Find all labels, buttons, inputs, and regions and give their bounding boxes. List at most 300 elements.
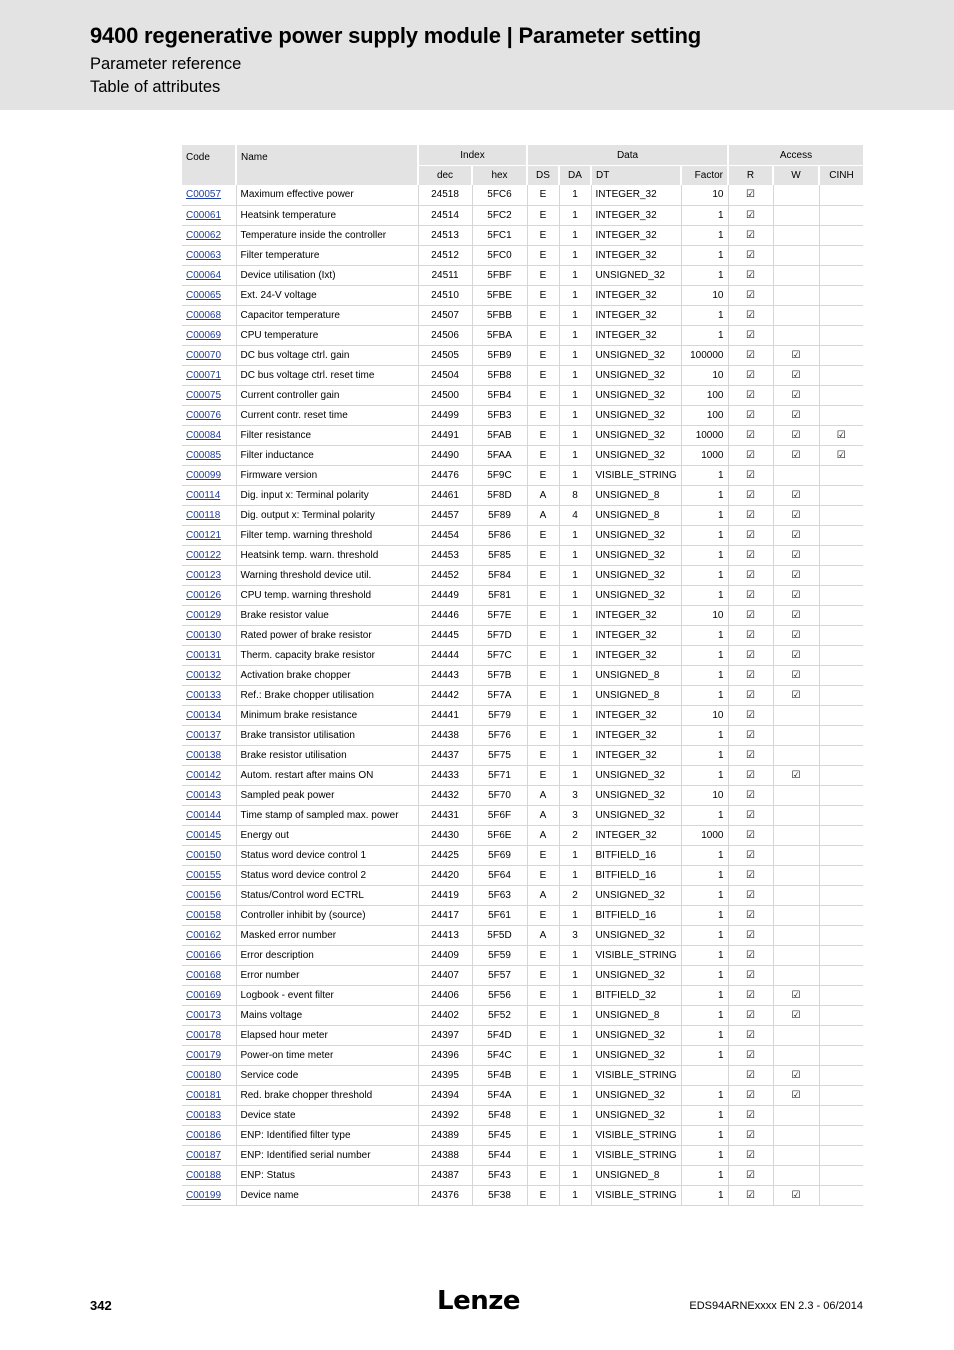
checkbox-icon: ☑ [791, 609, 801, 621]
code-link[interactable]: C00070 [186, 349, 222, 361]
code-link[interactable]: C00179 [186, 1049, 222, 1061]
dt-cell: UNSIGNED_32 [591, 425, 681, 445]
code-link[interactable]: C00076 [186, 409, 222, 421]
access-w-cell [773, 825, 819, 845]
access-r-cell [728, 945, 773, 965]
code-link[interactable]: C00144 [186, 809, 222, 821]
dt-cell: UNSIGNED_32 [591, 585, 681, 605]
ds-cell: E [527, 225, 559, 245]
dt-cell: UNSIGNED_32 [591, 385, 681, 405]
code-link[interactable]: C00181 [186, 1089, 222, 1101]
factor-cell: 1 [681, 465, 728, 485]
table-row [182, 425, 863, 445]
code-link[interactable]: C00130 [186, 629, 222, 641]
dec-cell: 24444 [418, 645, 472, 665]
header-code: Code [182, 145, 236, 185]
hex-cell: 5F61 [472, 905, 527, 925]
code-link[interactable]: C00168 [186, 969, 222, 981]
code-cell [182, 965, 236, 985]
checkbox-icon: ☑ [746, 1169, 755, 1181]
checkbox-icon: ☑ [791, 529, 801, 541]
access-cinh-cell [819, 425, 863, 445]
hex-cell: 5FB9 [472, 345, 527, 365]
factor-cell: 10000 [681, 425, 728, 445]
ds-cell: E [527, 1125, 559, 1145]
hex-cell: 5F5D [472, 925, 527, 945]
ds-cell: E [527, 1085, 559, 1105]
dec-cell: 24394 [418, 1085, 472, 1105]
factor-cell [681, 1065, 728, 1085]
code-link[interactable]: C00150 [186, 849, 222, 861]
code-link[interactable]: C00061 [186, 209, 222, 221]
access-w-cell [773, 225, 819, 245]
factor-cell: 100 [681, 385, 728, 405]
access-r-cell [728, 885, 773, 905]
code-link[interactable]: C00199 [186, 1189, 222, 1201]
table-row [182, 865, 863, 885]
access-w-cell [773, 745, 819, 765]
code-link[interactable]: C00123 [186, 569, 222, 581]
code-link[interactable]: C00069 [186, 329, 222, 341]
table-row [182, 405, 863, 425]
ds-cell: E [527, 385, 559, 405]
access-r-cell [728, 685, 773, 705]
da-cell: 1 [559, 245, 591, 265]
da-cell: 1 [559, 865, 591, 885]
access-cinh-cell [819, 665, 863, 685]
dt-cell: INTEGER_32 [591, 205, 681, 225]
table-row [182, 1025, 863, 1045]
header-w: W [773, 166, 819, 186]
code-link[interactable]: C00156 [186, 889, 222, 901]
subsection-title: Table of attributes [90, 78, 221, 96]
dec-cell: 24512 [418, 245, 472, 265]
code-link[interactable]: C00085 [186, 449, 222, 461]
code-cell [182, 225, 236, 245]
hex-cell: 5F44 [472, 1145, 527, 1165]
code-link[interactable]: C00178 [186, 1029, 222, 1041]
code-link[interactable]: C00143 [186, 789, 222, 801]
access-r-cell [728, 405, 773, 425]
table-row [182, 305, 863, 325]
ds-cell: A [527, 485, 559, 505]
factor-cell: 1 [681, 865, 728, 885]
checkbox-icon: ☑ [791, 369, 801, 381]
access-r-cell [728, 1185, 773, 1205]
dec-cell: 24419 [418, 885, 472, 905]
da-cell: 1 [559, 545, 591, 565]
factor-cell: 1 [681, 745, 728, 765]
factor-cell: 1 [681, 485, 728, 505]
dt-cell: BITFIELD_16 [591, 845, 681, 865]
access-r-cell [728, 225, 773, 245]
dec-cell: 24389 [418, 1125, 472, 1145]
dec-cell: 24453 [418, 545, 472, 565]
checkbox-icon: ☑ [746, 329, 755, 341]
ds-cell: A [527, 825, 559, 845]
code-link[interactable]: C00099 [186, 469, 222, 481]
factor-cell: 1 [681, 925, 728, 945]
code-cell [182, 925, 236, 945]
ds-cell: E [527, 765, 559, 785]
code-link[interactable]: C00063 [186, 249, 222, 261]
access-cinh-cell [819, 245, 863, 265]
dec-cell: 24518 [418, 185, 472, 205]
code-link[interactable]: C00142 [186, 769, 222, 781]
factor-cell: 1 [681, 1125, 728, 1145]
table-row [182, 725, 863, 745]
code-cell [182, 945, 236, 965]
checkbox-icon: ☑ [791, 509, 801, 521]
dt-cell: UNSIGNED_32 [591, 1045, 681, 1065]
da-cell: 1 [559, 1085, 591, 1105]
code-link[interactable]: C00138 [186, 749, 222, 761]
dt-cell: UNSIGNED_32 [591, 565, 681, 585]
dt-cell: INTEGER_32 [591, 305, 681, 325]
checkbox-icon: ☑ [746, 689, 755, 701]
section-title: Parameter reference [90, 55, 242, 73]
checkbox-icon: ☑ [746, 1109, 755, 1121]
ds-cell: E [527, 545, 559, 565]
access-w-cell [773, 765, 819, 785]
code-link[interactable]: C00075 [186, 389, 222, 401]
ds-cell: E [527, 265, 559, 285]
code-link[interactable]: C00166 [186, 949, 222, 961]
checkbox-icon: ☑ [746, 349, 755, 361]
ds-cell: E [527, 965, 559, 985]
ds-cell: E [527, 985, 559, 1005]
page-title: 9400 regenerative power supply module | Parameter setting [90, 23, 701, 48]
factor-cell: 1 [681, 1005, 728, 1025]
hex-cell: 5FBB [472, 305, 527, 325]
access-cinh-cell [819, 1085, 863, 1105]
code-link[interactable]: C00183 [186, 1109, 222, 1121]
access-r-cell [728, 185, 773, 205]
table-row [182, 585, 863, 605]
access-cinh-cell [819, 445, 863, 465]
checkbox-icon: ☑ [746, 929, 755, 941]
name-cell: ENP: Identified serial number [236, 1145, 418, 1165]
code-link[interactable]: C00122 [186, 549, 222, 561]
code-link[interactable]: C00188 [186, 1169, 222, 1181]
name-cell: CPU temp. warning threshold [236, 585, 418, 605]
name-cell: CPU temperature [236, 325, 418, 345]
factor-cell: 10 [681, 605, 728, 625]
access-r-cell [728, 1145, 773, 1165]
ds-cell: A [527, 885, 559, 905]
factor-cell: 1 [681, 1085, 728, 1105]
access-w-cell [773, 265, 819, 285]
code-link[interactable]: C00071 [186, 369, 222, 381]
dec-cell: 24438 [418, 725, 472, 745]
ds-cell: E [527, 625, 559, 645]
checkbox-icon: ☑ [746, 469, 755, 481]
access-w-cell [773, 665, 819, 685]
access-cinh-cell [819, 545, 863, 565]
dt-cell: UNSIGNED_32 [591, 545, 681, 565]
da-cell: 1 [559, 525, 591, 545]
dt-cell: VISIBLE_STRING [591, 1185, 681, 1205]
name-cell: Energy out [236, 825, 418, 845]
checkbox-icon: ☑ [791, 629, 801, 641]
code-link[interactable]: C00134 [186, 709, 222, 721]
code-link[interactable]: C00126 [186, 589, 222, 601]
dec-cell: 24430 [418, 825, 472, 845]
code-cell [182, 465, 236, 485]
ds-cell: E [527, 245, 559, 265]
code-cell [182, 865, 236, 885]
access-cinh-cell [819, 685, 863, 705]
access-r-cell [728, 605, 773, 625]
dec-cell: 24397 [418, 1025, 472, 1045]
dt-cell: INTEGER_32 [591, 605, 681, 625]
code-link[interactable]: C00187 [186, 1149, 222, 1161]
name-cell: Temperature inside the controller [236, 225, 418, 245]
ds-cell: E [527, 425, 559, 445]
hex-cell: 5F76 [472, 725, 527, 745]
access-cinh-cell [819, 185, 863, 205]
dt-cell: INTEGER_32 [591, 245, 681, 265]
header-data: Data [527, 145, 728, 166]
header-da: DA [559, 166, 591, 186]
code-cell [182, 1145, 236, 1165]
access-w-cell [773, 1085, 819, 1105]
table-row [182, 1065, 863, 1085]
access-w-cell [773, 1165, 819, 1185]
dec-cell: 24420 [418, 865, 472, 885]
code-cell [182, 585, 236, 605]
name-cell: Minimum brake resistance [236, 705, 418, 725]
access-cinh-cell [819, 525, 863, 545]
name-cell: Current controller gain [236, 385, 418, 405]
code-link[interactable]: C00173 [186, 1009, 222, 1021]
code-link[interactable]: C00169 [186, 989, 222, 1001]
code-link[interactable]: C00132 [186, 669, 222, 681]
ds-cell: E [527, 945, 559, 965]
checkbox-icon: ☑ [746, 1089, 755, 1101]
checkbox-icon: ☑ [791, 1189, 801, 1201]
code-link[interactable]: C00137 [186, 729, 222, 741]
code-link[interactable]: C00133 [186, 689, 222, 701]
checkbox-icon: ☑ [791, 349, 801, 361]
checkbox-icon: ☑ [746, 1009, 755, 1021]
dec-cell: 24491 [418, 425, 472, 445]
code-link[interactable]: C00064 [186, 269, 222, 281]
name-cell: Service code [236, 1065, 418, 1085]
access-w-cell [773, 1025, 819, 1045]
access-cinh-cell [819, 565, 863, 585]
code-link[interactable]: C00131 [186, 649, 222, 661]
hex-cell: 5FBF [472, 265, 527, 285]
access-cinh-cell [819, 905, 863, 925]
access-r-cell [728, 465, 773, 485]
name-cell: Controller inhibit by (source) [236, 905, 418, 925]
ds-cell: E [527, 605, 559, 625]
ds-cell: E [527, 725, 559, 745]
name-cell: Device name [236, 1185, 418, 1205]
dt-cell: UNSIGNED_32 [591, 1025, 681, 1045]
code-cell [182, 685, 236, 705]
code-link[interactable]: C00121 [186, 529, 222, 541]
hex-cell: 5FBE [472, 285, 527, 305]
code-link[interactable]: C00186 [186, 1129, 222, 1141]
access-cinh-cell [819, 1125, 863, 1145]
code-cell [182, 1005, 236, 1025]
da-cell: 1 [559, 1125, 591, 1145]
access-r-cell [728, 785, 773, 805]
access-r-cell [728, 205, 773, 225]
access-cinh-cell [819, 925, 863, 945]
hex-cell: 5F48 [472, 1105, 527, 1125]
name-cell: Status word device control 2 [236, 865, 418, 885]
access-r-cell [728, 985, 773, 1005]
access-cinh-cell [819, 625, 863, 645]
header-ds: DS [527, 166, 559, 186]
checkbox-icon: ☑ [836, 449, 846, 461]
page-header [0, 0, 954, 110]
checkbox-icon: ☑ [746, 289, 755, 301]
factor-cell: 1 [681, 945, 728, 965]
checkbox-icon: ☑ [746, 1149, 755, 1161]
ds-cell: E [527, 1165, 559, 1185]
hex-cell: 5F45 [472, 1125, 527, 1145]
dec-cell: 24499 [418, 405, 472, 425]
hex-cell: 5F6E [472, 825, 527, 845]
name-cell: Filter temp. warning threshold [236, 525, 418, 545]
dec-cell: 24445 [418, 625, 472, 645]
name-cell: Brake resistor utilisation [236, 745, 418, 765]
checkbox-icon: ☑ [746, 709, 755, 721]
checkbox-icon: ☑ [836, 429, 846, 441]
name-cell: Heatsink temperature [236, 205, 418, 225]
dec-cell: 24395 [418, 1065, 472, 1085]
code-cell [182, 1185, 236, 1205]
access-w-cell [773, 1065, 819, 1085]
dec-cell: 24513 [418, 225, 472, 245]
access-cinh-cell [819, 345, 863, 365]
access-r-cell [728, 1105, 773, 1125]
dt-cell: UNSIGNED_32 [591, 1085, 681, 1105]
code-link[interactable]: C00162 [186, 929, 222, 941]
name-cell: Maximum effective power [236, 185, 418, 205]
table-row [182, 525, 863, 545]
factor-cell: 1 [681, 845, 728, 865]
table-row [182, 245, 863, 265]
access-cinh-cell [819, 1145, 863, 1165]
name-cell: Error description [236, 945, 418, 965]
checkbox-icon: ☑ [791, 569, 801, 581]
factor-cell: 10 [681, 785, 728, 805]
name-cell: Heatsink temp. warn. threshold [236, 545, 418, 565]
code-link[interactable]: C00155 [186, 869, 222, 881]
ds-cell: E [527, 705, 559, 725]
name-cell: Rated power of brake resistor [236, 625, 418, 645]
checkbox-icon: ☑ [746, 1049, 755, 1061]
hex-cell: 5F69 [472, 845, 527, 865]
ds-cell: E [527, 585, 559, 605]
factor-cell: 1 [681, 1145, 728, 1165]
table-row [182, 485, 863, 505]
code-link[interactable]: C00114 [186, 489, 221, 501]
name-cell: Masked error number [236, 925, 418, 945]
code-link[interactable]: C00180 [186, 1069, 222, 1081]
code-link[interactable]: C00057 [186, 189, 222, 201]
table-row [182, 605, 863, 625]
dec-cell: 24425 [418, 845, 472, 865]
checkbox-icon: ☑ [746, 309, 755, 321]
hex-cell: 5F7B [472, 665, 527, 685]
dec-cell: 24387 [418, 1165, 472, 1185]
code-cell [182, 1165, 236, 1185]
checkbox-icon: ☑ [791, 989, 801, 1001]
da-cell: 1 [559, 1005, 591, 1025]
name-cell: Therm. capacity brake resistor [236, 645, 418, 665]
checkbox-icon: ☑ [746, 249, 755, 261]
access-w-cell [773, 545, 819, 565]
access-w-cell [773, 885, 819, 905]
header-factor: Factor [681, 166, 728, 186]
code-link[interactable]: C00118 [186, 509, 221, 521]
code-link[interactable]: C00145 [186, 829, 222, 841]
table-row [182, 645, 863, 665]
access-r-cell [728, 265, 773, 285]
code-link[interactable]: C00129 [186, 609, 222, 621]
header-cinh: CINH [819, 166, 863, 186]
code-link[interactable]: C00065 [186, 289, 222, 301]
factor-cell: 1 [681, 985, 728, 1005]
hex-cell: 5FAA [472, 445, 527, 465]
access-w-cell [773, 345, 819, 365]
checkbox-icon: ☑ [791, 409, 801, 421]
table-row [182, 885, 863, 905]
code-cell [182, 285, 236, 305]
code-link[interactable]: C00158 [186, 909, 222, 921]
access-cinh-cell [819, 825, 863, 845]
ds-cell: E [527, 465, 559, 485]
dt-cell: INTEGER_32 [591, 745, 681, 765]
dec-cell: 24431 [418, 805, 472, 825]
code-cell [182, 185, 236, 205]
code-link[interactable]: C00084 [186, 429, 222, 441]
access-cinh-cell [819, 1185, 863, 1205]
da-cell: 1 [559, 1105, 591, 1125]
hex-cell: 5F70 [472, 785, 527, 805]
dec-cell: 24504 [418, 365, 472, 385]
name-cell: Device utilisation (Ixt) [236, 265, 418, 285]
access-cinh-cell [819, 265, 863, 285]
da-cell: 1 [559, 645, 591, 665]
code-link[interactable]: C00062 [186, 229, 222, 241]
table-row [182, 565, 863, 585]
hex-cell: 5F8D [472, 485, 527, 505]
access-w-cell [773, 485, 819, 505]
ds-cell: E [527, 865, 559, 885]
dec-cell: 24396 [418, 1045, 472, 1065]
checkbox-icon: ☑ [791, 429, 801, 441]
access-w-cell [773, 245, 819, 265]
ds-cell: E [527, 1045, 559, 1065]
access-cinh-cell [819, 965, 863, 985]
ds-cell: E [527, 325, 559, 345]
name-cell: Status word device control 1 [236, 845, 418, 865]
hex-cell: 5FAB [472, 425, 527, 445]
table-row [182, 805, 863, 825]
checkbox-icon: ☑ [746, 1029, 755, 1041]
factor-cell: 1 [681, 1045, 728, 1065]
access-cinh-cell [819, 325, 863, 345]
da-cell: 3 [559, 785, 591, 805]
code-link[interactable]: C00068 [186, 309, 222, 321]
